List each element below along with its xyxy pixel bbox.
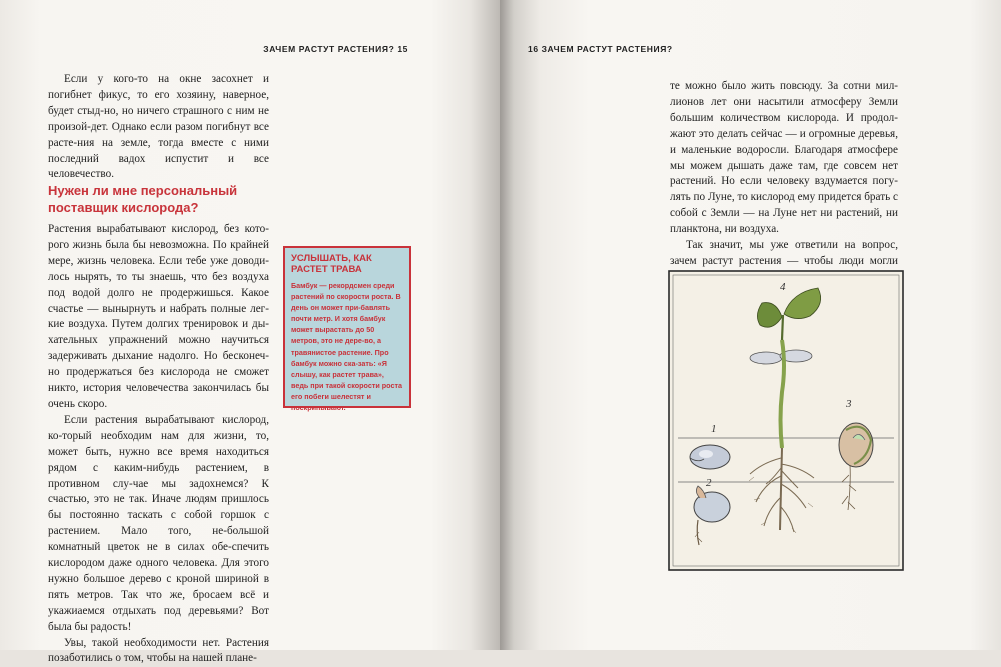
section-heading: Нужен ли мне персональный поставщик кислорода? — [48, 183, 238, 215]
body-paragraph-right-1: те можно было жить повсюду. За сотни мил-лионов лет они насытили атмосферу Земли большим количеством кислорода. И продол-жают это делать сейчас — и огромные деревья, и маленькие водоросли. Благодаря атмосфере мы можем дышать даже там, где совсем нет растений. Но если человеку вздумается погу-лять по Луне, то кислород ему придется брать с собой с Земли — на Луне нет ни растений, ни планктона, ни воздуха. — [670, 80, 898, 236]
bean-seed-1 — [690, 445, 730, 469]
body-text-right — [670, 79, 898, 286]
sidebar-box — [283, 246, 411, 413]
figure-label-1: 1 — [711, 423, 717, 435]
running-head-right: 16 ЗАЧЕМ РАСТУТ РАСТЕНИЯ? — [528, 44, 673, 54]
figure-label-2: 2 — [706, 477, 712, 489]
left-page — [0, 0, 500, 665]
seedling-drawing — [668, 270, 904, 571]
sidebar-title: УСЛЫШАТЬ, КАК РАСТЕТ ТРАВА — [291, 253, 372, 275]
figure-frame — [669, 271, 903, 570]
intro-paragraph: Если у кого-то на окне засохнет и погибнет фикус, то его хозяину, наверное, будет стыд-но, но ничего страшного с ним не произой-дет. Однако если разом погибнут все расте-ния на земле, тогда вместе с ними последний вадох испустит и все человечество. — [48, 73, 269, 181]
body-text-left — [48, 222, 269, 667]
figure-label-4: 4 — [780, 281, 786, 293]
body-paragraph-right-2: Так значит, мы уже ответили на вопрос, зачем растут растения — чтобы люди могли — [670, 239, 898, 267]
sidebar-body: Бамбук — рекордсмен среди растений по скорости роста. В день он может при-бавлять почти метр. И хотя бамбук может вырастать до 50 метров, это не дере-во, а травянистое растение. Про бамбук можно ска-зать: «Я слышу, как растет трава», ведь при такой скорости роста его побеги шелестят и поскрипывают. — [291, 281, 402, 413]
seedling-illustration — [668, 270, 904, 571]
body-paragraph-2: Если растения вырабатывают кислород, ко-торый необходим нам для жизни, то, может быть, нужно все время находиться рядом с каким-нибудь растением, в противном слу-чае мы задохнемся? К счастью, это не так. Иначе людям пришлось бы постоянно таскать с собой горшок с растением. Мало того, не-большой комнатный цветок не в силах обе-спечить кислородом даже одного человека. Для этого нужно большое дерево с кроной шириной в пять метров. Так что же, бросаем всё и укажиаемся отдыхать под деревьями? Вот была бы радость! — [48, 413, 269, 633]
body-paragraph-1: Растения вырабатывают кислород, без кото-рого жизнь была бы невозможна. По крайней мере, жизнь человека. Если тебе уже доводи-лось нырять, то ты знаешь, что без воздуха под водой долго не продержишься. Какое счастье — вынырнуть и набрать полные лег-кие воздуха. Путем долгих тренировок и ды-хательных упражнений можно научиться задерживать дыхание надолго. Но бесконеч-но продержаться без кислорода не сможет никто, история человечества закончилась бы очень скоро. — [48, 223, 269, 410]
running-head-left: ЗАЧЕМ РАСТУТ РАСТЕНИЯ? 15 — [263, 44, 408, 54]
right-page — [500, 0, 1001, 650]
figure-label-3: 3 — [846, 398, 852, 410]
body-paragraph-3: Увы, такой необходимости нет. Растения позаботились о том, чтобы на нашей плане- — [48, 636, 269, 665]
intro-text — [48, 72, 269, 183]
